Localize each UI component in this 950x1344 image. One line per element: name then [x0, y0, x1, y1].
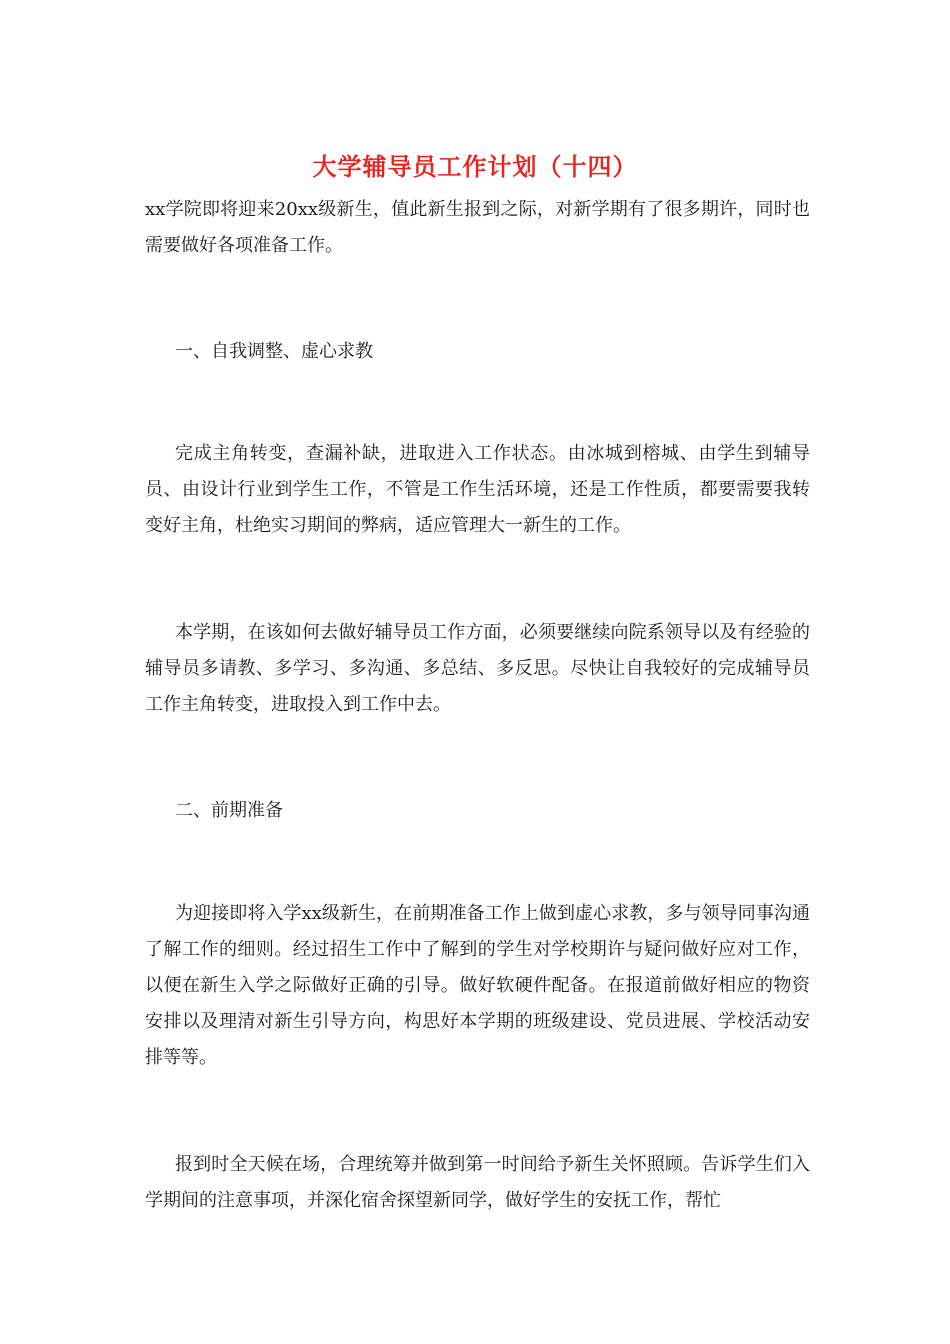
paragraph-registration: 报到时全天候在场，合理统筹并做到第一时间给予新生关怀照顾。告诉学生们入学期间的注意事项，并深化宿舍探望新同学，做好学生的安抚工作，帮忙	[145, 1154, 810, 1211]
document-title: 大学辅导员工作计划（十四）	[312, 152, 638, 181]
section-heading-1: 一、自我调整、虚心求教	[175, 341, 373, 362]
intro-paragraph: xx学院即将迎来20xx级新生，值此新生报到之际，对新学期有了很多期许，同时也需要做好各项准备工作。	[145, 199, 810, 256]
paragraph-preparation: 为迎接即将入学xx级新生，在前期准备工作上做到虚心求教，多与领导同事沟通了解工作的细则。经过招生工作中了解到的学生对学校期许与疑问做好应对工作，以便在新生入学之际做好正确的引导。做好软硬件配备。在报道前做好相应的物资安排以及理清对新生引导方向，构思好本学期的班级建设、党员进展、学校活动安排等等。	[145, 903, 810, 1068]
section-heading-2: 二、前期准备	[175, 800, 283, 821]
paragraph-learning: 本学期，在该如何去做好辅导员工作方面，必须要继续向院系领导以及有经验的辅导员多请教、多学习、多沟通、多总结、多反思。尽快让自我较好的完成辅导员工作主角转变，进取投入到工作中去。	[145, 622, 810, 715]
paragraph-role-change: 完成主角转变，查漏补缺，进取进入工作状态。由冰城到榕城、由学生到辅导员、由设计行业到学生工作，不管是工作生活环境，还是工作性质，都要需要我转变好主角，杜绝实习期间的弊病，适应管理大一新生的工作。	[145, 443, 810, 536]
